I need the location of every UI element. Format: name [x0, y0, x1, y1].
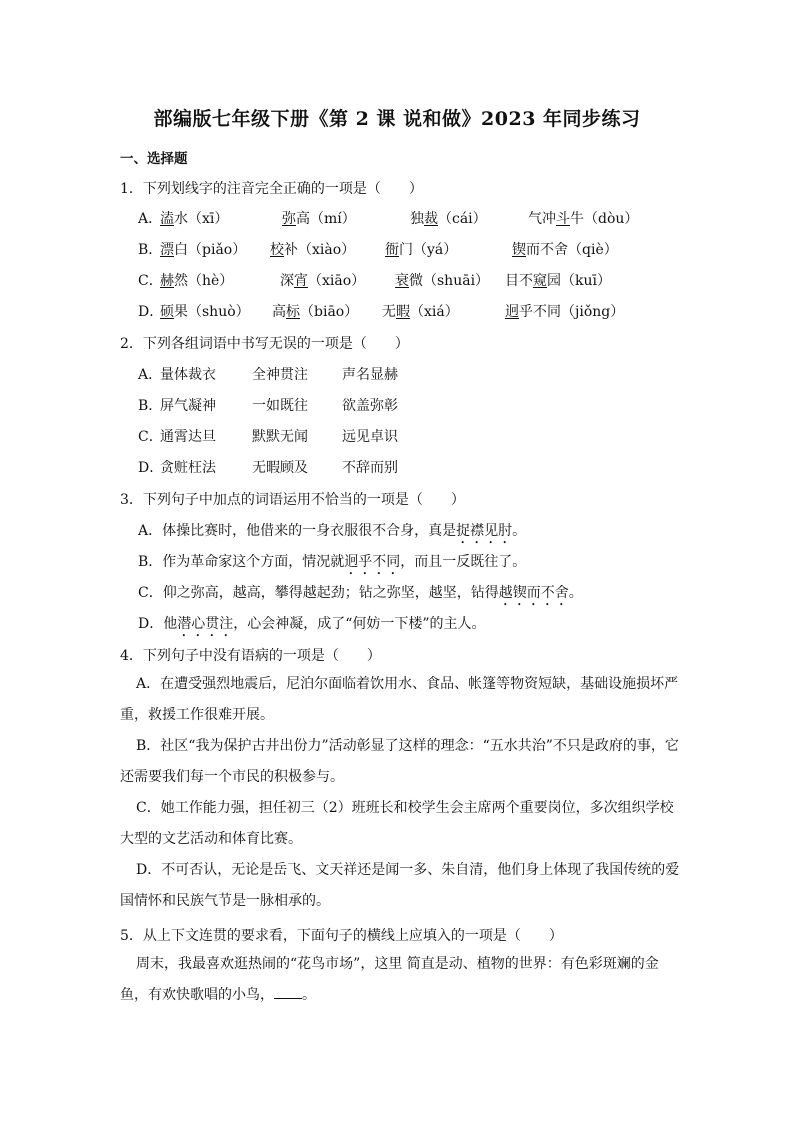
pinyin-item [395, 270, 489, 290]
pinyin-item [272, 301, 358, 321]
option-label: D． [136, 862, 162, 878]
option-label: A． [138, 211, 163, 227]
underlined-char: 漂 [160, 242, 174, 258]
word-part: 深 [280, 273, 294, 289]
pinyin-item [512, 239, 618, 259]
word-item: 贪赃枉法 [160, 460, 216, 476]
word-part: （xiāo） [308, 273, 366, 289]
pinyin-item [160, 239, 246, 259]
sentence-option [138, 520, 526, 547]
word-item: 远见卓识 [342, 429, 398, 445]
passage-text: 周末，我最喜欢逛热闹的“花鸟市场”，这里 简直是动、植物的世界：有色彩斑斓的金鱼，有欢快歌唱的小鸟， [120, 956, 659, 1003]
question-1-stem: 1．下列划线字的注音完全正确的一项是（ ） [120, 181, 423, 197]
option-label: C． [136, 800, 161, 816]
word-item: 通霄达旦 [160, 429, 216, 445]
option-text: 社区“我为保护古井出份力”活动彰显了这样的理念：“五水共治”不只是政府的事，它还需要我们每一个市民的积极参与。 [120, 738, 679, 785]
pinyin-item [528, 208, 638, 228]
pinyin-item [505, 270, 611, 290]
word-part: 独 [410, 211, 424, 227]
underlined-char: 校 [270, 242, 284, 258]
sentence-option [138, 582, 583, 609]
option-label: D． [138, 616, 164, 632]
word-item: 无暇顾及 [252, 460, 308, 476]
word-part: 果（shuò） [174, 304, 250, 320]
option-label: D． [138, 460, 164, 476]
sentence-part: 他 [163, 616, 178, 632]
sentence-option [138, 613, 486, 640]
word-part: 白（piǎo） [174, 242, 247, 258]
underlined-char: 裁 [424, 211, 438, 227]
question-4-option-d [120, 855, 680, 917]
underlined-char: 赫 [160, 273, 174, 289]
dotted-word: 越锲而不舍 [498, 585, 569, 601]
option-label: C． [138, 273, 163, 289]
sentence-option [138, 551, 526, 578]
word-item: 全神贯注 [252, 367, 308, 383]
underlined-char: 窥 [533, 273, 547, 289]
word-part: （xiá） [410, 304, 459, 320]
question-4-option-a [120, 669, 680, 731]
word-part: 补（xiào） [284, 242, 356, 258]
option-label: A． [138, 367, 163, 383]
option-label: B． [138, 242, 163, 258]
word-part: 园（kuī） [547, 273, 611, 289]
dotted-word: 捉襟见肘 [456, 523, 513, 539]
pinyin-item [160, 270, 233, 290]
word-part: 气冲 [528, 211, 556, 227]
option-text: 在遭受强烈地震后，尼泊尔面临着饮用水、食品、帐篷等物资短缺，基础设施损坏严重，救援工作很难开展。 [120, 676, 679, 723]
underlined-char: 硕 [160, 304, 174, 320]
pinyin-item [505, 301, 624, 321]
pinyin-item [385, 239, 457, 259]
question-5-stem: 5．从上下文连贯的要求看，下面句子的横线上应填入的一项是（ ） [120, 928, 563, 944]
word-part: 高 [272, 304, 286, 320]
option-label: C． [138, 585, 163, 601]
word-part: 无 [382, 304, 396, 320]
pinyin-item [280, 270, 365, 290]
question-2-stem: 2．下列各组词语中书写无误的一项是（ ） [120, 336, 409, 352]
dotted-word: 迥乎不同 [344, 554, 401, 570]
word-part: （biāo） [300, 304, 359, 320]
option-label: B． [138, 398, 163, 414]
word-item: 屏气凝神 [160, 398, 216, 414]
option-text: 不可否认，无论是岳飞、文天祥还是闻一多、朱自清，他们身上体现了我国传统的爱国情怀和民族气节是一脉相承的。 [120, 862, 680, 909]
word-part: 牛（dòu） [570, 211, 639, 227]
option-label: A． [136, 676, 161, 692]
word-item: 不辞而别 [342, 460, 398, 476]
word-part: 而不舍（qiè） [526, 242, 618, 258]
sentence-part: 。 [512, 523, 527, 539]
pinyin-item [410, 208, 487, 228]
word-item: 量体裁衣 [160, 367, 216, 383]
underlined-char: 锲 [512, 242, 526, 258]
sentence-part: 体操比赛时，他借来的一身衣服很不合身，真是 [162, 523, 457, 539]
word-part: 门（yá） [399, 242, 458, 258]
word-part: 乎不同（jiǒng） [519, 304, 625, 320]
option-label: C． [138, 429, 163, 445]
word-part: 微（shuāi） [409, 273, 490, 289]
word-part: （cái） [438, 211, 487, 227]
underlined-char: 溘 [160, 211, 174, 227]
sentence-part: ，心会神凝，成了“何妨一下楼”的主人。 [233, 616, 486, 632]
option-text: 她工作能力强，担任初三（2）班班长和校学生会主席两个重要岗位，多次组织学校大型的文艺活动和体育比赛。 [120, 800, 674, 847]
pinyin-item [382, 301, 459, 321]
underlined-char: 斗 [556, 211, 570, 227]
sentence-part: 仰之弥高，越高，攀得越起劲；钻之弥坚，越坚，钻得 [162, 585, 499, 601]
pinyin-item [282, 208, 356, 228]
word-part: 高（mí） [296, 211, 356, 227]
word-item: 欲盖弥彰 [342, 398, 398, 414]
option-label: B． [138, 554, 163, 570]
passage-end: 。 [302, 987, 316, 1003]
underlined-char: 衰 [395, 273, 409, 289]
option-label: D． [138, 304, 164, 320]
question-4-option-c [120, 793, 680, 855]
underlined-char: 暇 [396, 304, 410, 320]
underlined-char: 标 [286, 304, 300, 320]
word-item: 一如既往 [252, 398, 308, 414]
word-item: 声名显赫 [342, 367, 398, 383]
section-heading: 一、选择题 [120, 151, 188, 167]
question-4-stem: 4．下列句子中没有语病的一项是（ ） [120, 648, 381, 664]
page-title: 部编版七年级下册《第 2 课 说和做》2023 年同步练习 [153, 108, 641, 130]
underlined-char: 衙 [385, 242, 399, 258]
pinyin-item [160, 208, 228, 228]
underlined-char: 宵 [294, 273, 308, 289]
dotted-word: 潜心贯注 [177, 616, 234, 632]
pinyin-item [160, 301, 250, 321]
question-4-option-b [120, 731, 680, 793]
word-item: 默默无闻 [252, 429, 308, 445]
question-5-passage [120, 949, 680, 1011]
sentence-part: 作为革命家这个方面，情况就 [162, 554, 345, 570]
word-part: 目不 [505, 273, 533, 289]
sentence-part: 。 [568, 585, 583, 601]
word-part: 然（hè） [174, 273, 234, 289]
underlined-char: 迥 [505, 304, 519, 320]
option-label: B． [136, 738, 161, 754]
word-part: 水（xī） [174, 211, 229, 227]
question-3-stem: 3．下列句子中加点的词语运用不恰当的一项是（ ） [120, 492, 465, 508]
sentence-part: ，而且一反既往了。 [400, 554, 527, 570]
option-label: A． [138, 523, 163, 539]
pinyin-item [270, 239, 355, 259]
fill-blank [274, 986, 302, 999]
underlined-char: 弥 [282, 211, 296, 227]
